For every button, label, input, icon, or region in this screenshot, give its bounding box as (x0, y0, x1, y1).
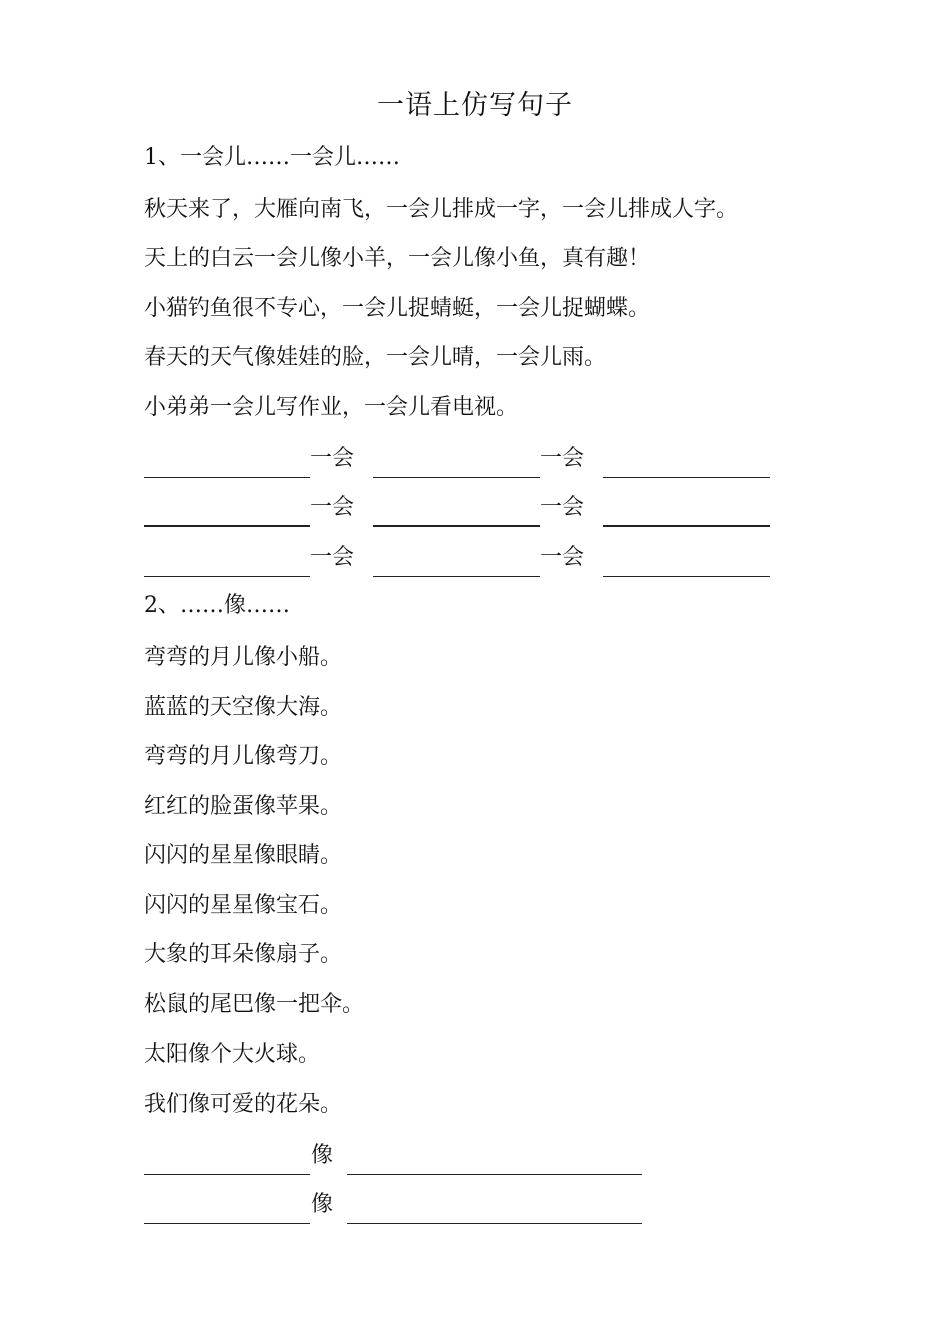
page-title: 一语上仿写句子 (377, 90, 573, 121)
fill-blank[interactable] (603, 477, 770, 478)
fill-word: 一会 (310, 545, 355, 570)
section2-example-3: 弯弯的月儿像弯刀。 (144, 744, 343, 769)
section2-example-4: 红红的脸蛋像苹果。 (144, 794, 343, 819)
fill-word: 一会 (540, 495, 585, 520)
fill-blank[interactable] (373, 525, 540, 527)
section2-example-1: 弯弯的月儿像小船。 (144, 645, 343, 670)
fill-blank[interactable] (144, 477, 310, 478)
fill-word: 像 (311, 1192, 334, 1217)
section2-example-6: 闪闪的星星像宝石。 (144, 893, 343, 918)
section2-heading: 2、……像…… (144, 593, 290, 618)
section1-example-1: 秋天来了，大雁向南飞，一会儿排成一字，一会儿排成人字。 (144, 197, 739, 222)
fill-blank[interactable] (144, 525, 310, 527)
fill-blank[interactable] (144, 1174, 310, 1175)
fill-blank[interactable] (373, 576, 540, 577)
section2-example-8: 松鼠的尾巴像一把伞。 (144, 992, 365, 1017)
section1-fill-row-3 (144, 543, 784, 577)
fill-blank[interactable] (347, 1174, 642, 1175)
section2-example-9: 太阳像个大火球。 (144, 1042, 321, 1067)
fill-blank[interactable] (347, 1223, 642, 1224)
fill-word: 一会 (540, 545, 585, 570)
fill-word: 一会 (310, 446, 355, 471)
section1-example-4: 春天的天气像娃娃的脸，一会儿晴，一会儿雨。 (144, 345, 607, 370)
section2-example-10: 我们像可爱的花朵。 (144, 1092, 343, 1117)
section2-fill-row-2 (144, 1190, 784, 1224)
section1-example-3: 小猫钓鱼很不专心，一会儿捉蜻蜓，一会儿捉蝴蝶。 (144, 296, 651, 321)
fill-word: 一会 (540, 446, 585, 471)
fill-blank[interactable] (603, 525, 770, 527)
section1-fill-row-1 (144, 444, 784, 478)
fill-blank[interactable] (144, 576, 310, 577)
section2-fill-row-1 (144, 1141, 784, 1175)
fill-word: 像 (311, 1143, 334, 1168)
section2-example-2: 蓝蓝的天空像大海。 (144, 695, 343, 720)
section2-example-5: 闪闪的星星像眼睛。 (144, 843, 343, 868)
fill-blank[interactable] (603, 576, 770, 577)
section1-heading: 1、一会儿……一会儿…… (144, 145, 400, 170)
fill-blank[interactable] (373, 477, 540, 478)
fill-word: 一会 (310, 495, 355, 520)
section1-example-5: 小弟弟一会儿写作业，一会儿看电视。 (144, 395, 519, 420)
section1-example-2: 天上的白云一会儿像小羊，一会儿像小鱼，真有趣！ (144, 246, 651, 271)
section1-fill-row-2 (144, 493, 784, 527)
fill-blank[interactable] (144, 1223, 310, 1224)
section2-example-7: 大象的耳朵像扇子。 (144, 942, 343, 967)
